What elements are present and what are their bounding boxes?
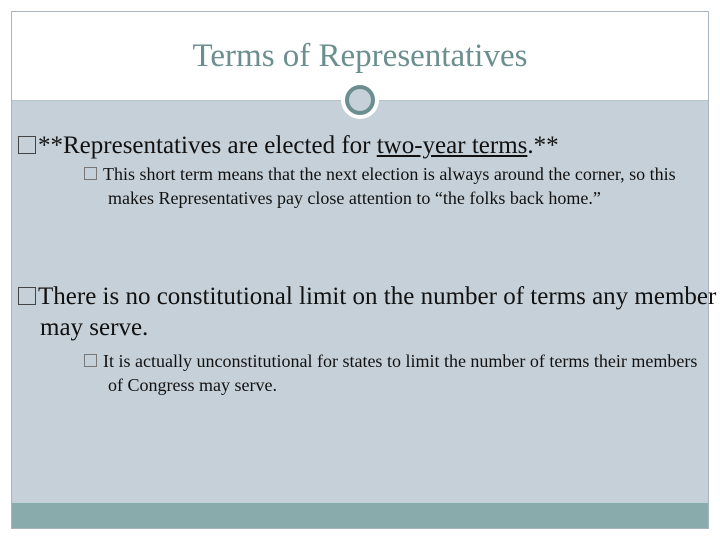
bullet-2-text: There is no constitutional limit on the number of terms any member may serve.: [38, 283, 717, 341]
square-bullet-icon: [84, 354, 97, 367]
slide-title: Terms of Representatives: [192, 38, 528, 74]
bottom-band: [12, 503, 708, 528]
sub-bullet-1-text: This short term means that the next election is always around the corner, so this makes Representatives pay close attention to “the folks back home.”: [103, 164, 676, 208]
bullet-1-underlined: two-year terms: [376, 132, 528, 159]
bullet-1: [18, 130, 720, 161]
bullet-2: [18, 281, 720, 343]
square-bullet-icon: [84, 167, 97, 180]
ring-ornament-icon: [341, 81, 379, 119]
slide: [11, 11, 717, 529]
square-bullet-icon: [18, 136, 36, 154]
sub-bullet-1: [84, 162, 708, 210]
sub-bullet-2-text: It is actually unconstitutional for states to limit the number of terms their members of Congress may serve.: [103, 351, 698, 395]
square-bullet-icon: [18, 287, 36, 305]
bullet-1-text-after: .**: [527, 132, 559, 159]
ring-inner: [345, 85, 375, 115]
bullet-1-text-before: **Representatives are elected for: [38, 132, 377, 159]
sub-bullet-2: [84, 349, 708, 397]
